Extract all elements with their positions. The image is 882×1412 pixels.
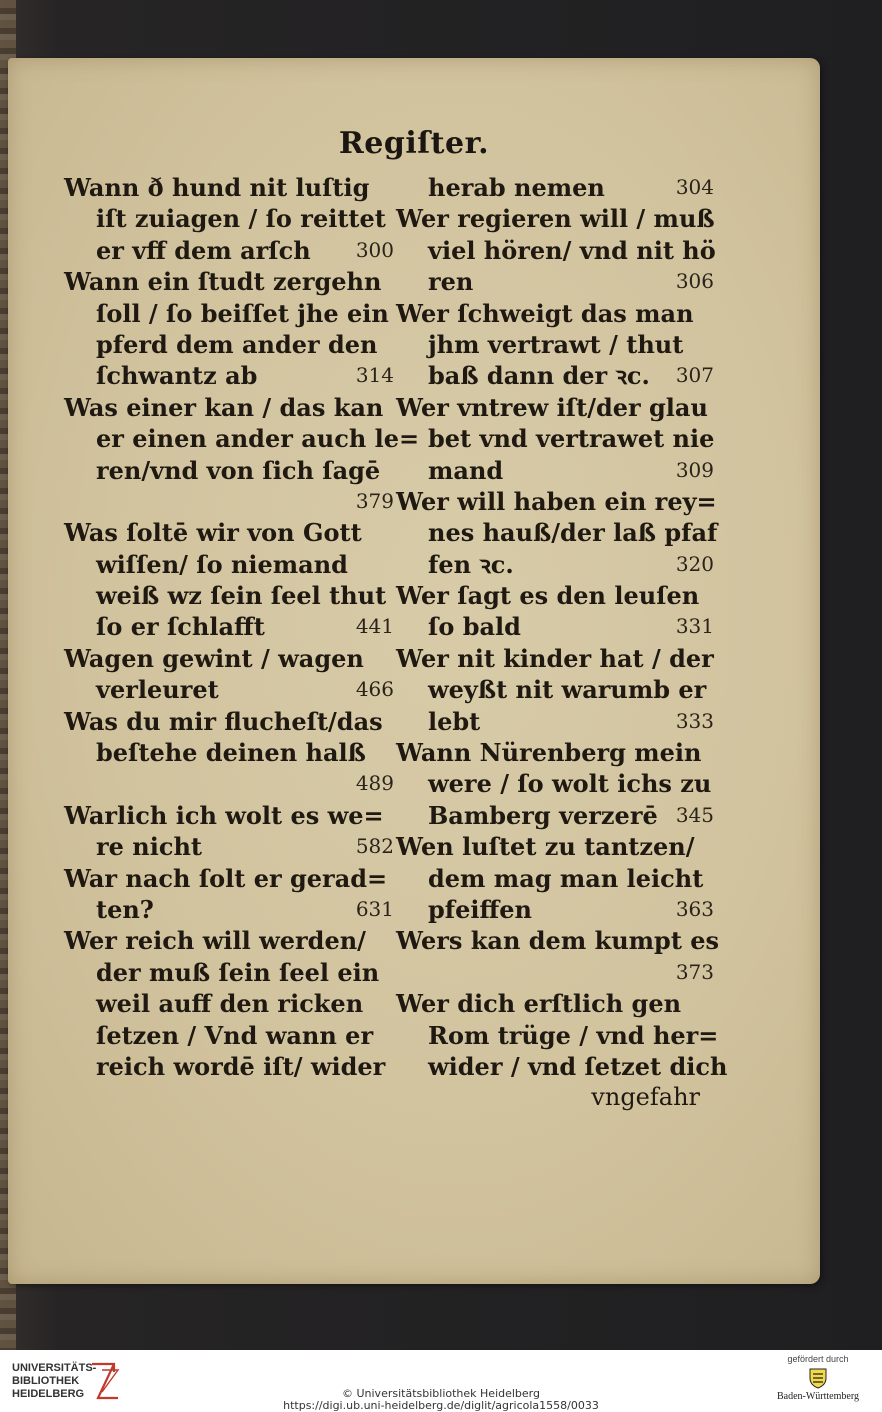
register-entry-text: ſetzen / Vnd wann er <box>96 1020 374 1050</box>
register-line <box>396 203 714 234</box>
register-entry-text: Was einer kan / das kan <box>64 392 384 422</box>
register-line <box>396 737 714 768</box>
register-line <box>396 486 717 517</box>
register-line <box>64 643 400 674</box>
register-line <box>396 266 714 297</box>
register-entry-text: Wers kan dem kumpt es <box>396 926 720 956</box>
register-entry-text: jhm vertrawt / thut <box>428 329 684 359</box>
register-entry-text: pfeiffen <box>428 894 532 924</box>
sponsor-label: gefördert durch <box>787 1354 849 1364</box>
sponsor-block <box>768 1354 868 1402</box>
register-entry-text: beſtehe deinen halß <box>96 738 366 768</box>
register-line <box>396 329 714 360</box>
register-line <box>396 611 714 642</box>
register-line <box>64 266 400 297</box>
register-entry-text: ren <box>428 267 474 297</box>
register-entry-text: bet vnd vertrawet nie <box>428 424 715 454</box>
register-entry-text: nes hauß/der laß pfaf <box>428 518 718 548</box>
register-line <box>64 674 400 705</box>
register-line <box>64 1051 400 1082</box>
register-line <box>396 549 714 580</box>
register-line <box>396 392 714 423</box>
register-entry-text: were / ſo wolt ichs zu <box>428 769 712 799</box>
register-entry-text: Warlich ich wolt es we= <box>64 800 384 830</box>
register-line <box>396 1082 714 1113</box>
sponsor-name: Baden-Württemberg <box>776 1391 859 1402</box>
library-line-3: HEIDELBERG <box>12 1388 85 1400</box>
register-left-column <box>64 172 420 1082</box>
register-entry-text: weyßt nit warumb er <box>428 675 707 705</box>
register-entry-text: Wer vntrew iſt/der glau <box>396 392 708 422</box>
register-line <box>396 706 714 737</box>
register-entry-text: ſoll / ſo beiſſet jhe ein <box>96 298 389 328</box>
page-reference-number: 331 <box>675 614 714 639</box>
page-reference-number: 441 <box>355 614 394 639</box>
register-line <box>396 894 714 925</box>
register-line <box>396 172 714 203</box>
register-entry-text: Wer nit kinder hat / der <box>396 643 714 673</box>
register-entry-text: fen ꝛc. <box>428 549 514 579</box>
register-entry-text: Rom trüge / vnd her= <box>428 1020 719 1050</box>
register-entry-text: weil auff den ricken <box>96 989 364 1019</box>
register-line <box>396 580 714 611</box>
register-entry-text: iſt zuiagen / ſo reittet <box>96 204 386 234</box>
register-line <box>64 925 400 956</box>
register-entry-text: pferd dem ander den <box>96 329 378 359</box>
register-line <box>64 768 400 799</box>
register-line <box>64 706 400 737</box>
register-entry-text: Wann ð hund nit luſtig <box>64 173 370 202</box>
register-entry-text: reich wordē iſt/ wider <box>96 1051 386 1081</box>
page-reference-number: 379 <box>355 488 394 513</box>
register-line <box>64 455 400 486</box>
library-line-2: BIBLIOTHEK <box>12 1375 80 1387</box>
register-entry-text: herab nemen <box>428 173 605 202</box>
register-line <box>64 203 400 234</box>
register-entry-text: Was du mir flucheſt/das <box>64 706 383 736</box>
register-entry-text: ren/vnd von ſich ſagē <box>96 455 381 485</box>
page-reference-number: 466 <box>355 677 394 702</box>
page-reference-number: 373 <box>675 959 714 984</box>
register-line <box>396 957 714 988</box>
page-reference-number: 333 <box>675 708 714 733</box>
register-right-column <box>396 172 728 1114</box>
register-entry-text: Bamberg verzerē <box>428 800 658 830</box>
register-line <box>396 988 714 1019</box>
register-line <box>396 360 714 391</box>
register-entry-text: mand <box>428 455 504 485</box>
register-entry-text: viel hören/ vnd nit hö <box>428 235 716 265</box>
page-reference-number: 314 <box>355 363 394 388</box>
page-reference-number: 300 <box>355 237 394 262</box>
register-line <box>396 423 714 454</box>
register-entry-text: wiſſen/ ſo niemand <box>96 549 348 579</box>
register-entry-text: weiß wz ſein ſeel thut <box>96 581 387 611</box>
register-line <box>64 800 400 831</box>
register-entry-text: Wer reich will werden/ <box>64 926 366 956</box>
viewer-footer <box>0 1350 882 1412</box>
permalink-url[interactable]: https://digi.ub.uni-heidelberg.de/diglit/agricola1558/0033 <box>283 1399 599 1412</box>
register-line <box>396 800 714 831</box>
register-line <box>64 423 420 454</box>
register-line <box>64 298 400 329</box>
register-entry-text: Wer will haben ein rey= <box>396 486 717 516</box>
register-line <box>396 925 720 956</box>
register-line <box>396 643 714 674</box>
register-entry-text: Wann ein ſtudt zergehn <box>64 267 382 297</box>
register-line <box>64 392 400 423</box>
coat-of-arms-icon <box>807 1367 829 1389</box>
register-entry-text: lebt <box>428 706 481 736</box>
register-entry-text: dem mag man leicht <box>428 863 704 893</box>
register-entry-text: baß dann der ꝛc. <box>428 361 650 391</box>
register-entry-text: der muß ſein ſeel ein <box>96 957 380 987</box>
book-page <box>8 58 820 1284</box>
register-line <box>64 329 400 360</box>
register-line <box>396 1051 728 1082</box>
register-line <box>64 737 400 768</box>
register-line <box>64 988 400 1019</box>
register-line <box>64 549 400 580</box>
register-entry-text: Wer ſchweigt das man <box>396 298 694 328</box>
register-entry-text: Wagen gewint / wagen <box>64 643 364 673</box>
page-reference-number: 309 <box>675 457 714 482</box>
register-line <box>64 957 400 988</box>
register-entry-text: re nicht <box>96 832 202 862</box>
register-line <box>396 768 714 799</box>
register-entry-text: Was ſoltē wir von Gott <box>64 518 362 548</box>
copyright-block <box>0 1388 882 1412</box>
page-reference-number: 345 <box>675 802 714 827</box>
page-reference-number: 631 <box>355 896 394 921</box>
register-line <box>64 580 400 611</box>
register-entry-text: vngefahr <box>591 1083 700 1112</box>
register-line <box>396 1020 719 1051</box>
page-reference-number: 304 <box>675 175 714 199</box>
register-line <box>64 517 400 548</box>
register-entry-text: Wer regieren will / muß <box>396 204 715 234</box>
register-entry-text: Wen luſtet zu tantzen/ <box>396 832 695 862</box>
page-reference-number: 320 <box>675 551 714 576</box>
register-line <box>396 863 714 894</box>
register-line <box>64 831 400 862</box>
register-line <box>64 863 400 894</box>
register-line <box>396 455 714 486</box>
register-entry-text: ſo bald <box>428 612 521 642</box>
register-entry-text: wider / vnd ſetzet dich <box>428 1051 728 1081</box>
page-title: Regiſter. <box>338 126 490 161</box>
register-line <box>64 486 400 517</box>
register-line <box>396 517 718 548</box>
library-line-1: UNIVERSITÄTS- <box>12 1362 97 1374</box>
register-line <box>396 831 714 862</box>
register-line <box>396 298 714 329</box>
register-line <box>64 172 400 203</box>
register-line <box>64 1020 400 1051</box>
register-entry-text: ſo er ſchlafft <box>96 612 265 642</box>
page-reference-number: 363 <box>675 896 714 921</box>
register-entry-text: er vff dem arſch <box>96 235 311 265</box>
register-line <box>396 674 714 705</box>
register-entry-text: er einen ander auch le= <box>96 424 420 454</box>
page-reference-number: 582 <box>355 834 394 859</box>
register-line <box>396 235 714 266</box>
register-line <box>64 360 400 391</box>
copyright-text: © Universitätsbibliothek Heidelberg <box>341 1387 540 1400</box>
register-line <box>64 611 400 642</box>
page-reference-number: 307 <box>675 363 714 388</box>
register-entry-text: ten? <box>96 894 154 924</box>
page-reference-number: 306 <box>675 269 714 294</box>
page-reference-number: 489 <box>355 771 394 796</box>
register-entry-text: War nach ſolt er gerad= <box>64 863 388 893</box>
register-line <box>64 235 400 266</box>
register-entry-text: verleuret <box>96 675 219 705</box>
register-line <box>64 894 400 925</box>
register-entry-text: Wer ſagt es den leuſen <box>396 581 700 611</box>
register-entry-text: ſchwantz ab <box>96 361 258 391</box>
register-entry-text: Wer dich erſtlich gen <box>396 989 682 1019</box>
register-entry-text: Wann Nürenberg mein <box>396 738 702 768</box>
